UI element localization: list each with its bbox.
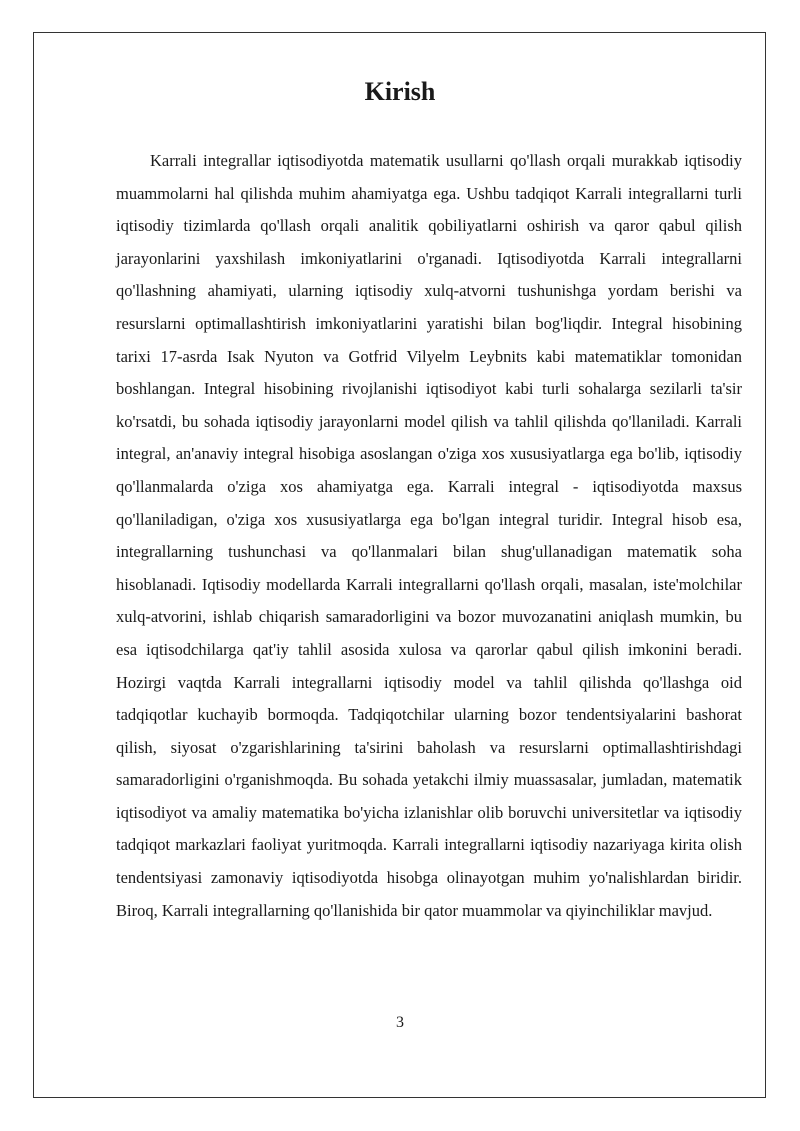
page-number: 3 <box>396 1014 404 1031</box>
body-paragraph: Karrali integrallar iqtisodiyotda matematik usullarni qo'llash orqali murakkab iqtisodiy muammolarni hal qilishda muhim ahamiyatga ega. Ushbu tadqiqot Karrali integrallarni turli iqtisodiy tizimlarda qo'llash orqali analitik qobiliyatlarni oshirish va qaror qabul qilish jarayonlarini yaxshilash imkoniyatlarini o'rganadi. Iqtisodiyotda Karrali integrallarni qo'llashning ahamiyati, ularning iqtisodiy xulq-atvorni tushunishga yordam berishi va resurslarni optimallashtirish imkoniyatlarini yaratishi bilan bog'liqdir. Integral hisobining tarixi 17-asrda Isak Nyuton va Gotfrid Vilyelm Leybnits kabi matematiklar tomonidan boshlangan. Integral hisobining rivojlanishi iqtisodiyot kabi turli sohalarga sezilarli ta'sir ko'rsatdi, bu sohada iqtisodiy jarayonlarni model qilish va tahlil qilishda qo'llaniladi. Karrali integral, an'anaviy integral hisobiga asoslangan o'ziga xos xususiyatlarga ega bo'lib, iqtisodiy qo'llanmalarda o'ziga xos ahamiyatga ega. Karrali integral - iqtisodiyotda maxsus qo'llaniladigan, o'ziga xos xususiyatlarga ega bo'lgan integral turidir. Integral hisob esa, integrallarning tushunchasi va qo'llanmalari bilan shug'ullanadigan matematik soha hisoblanadi. Iqtisodiy modellarda Karrali integrallarni qo'llash orqali, masalan, iste'molchilar xulq-atvorini, ishlab chiqarish samaradorligini va bozor muvozanatini aniqlash mumkin, bu esa iqtisodchilarga qat'iy tahlil asosida xulosa va qarorlar qabul qilish imkonini beradi. Hozirgi vaqtda Karrali integrallarni iqtisodiy model va tahlil qilishda qo'llashga oid tadqiqotlar kuchayib bormoqda. Tadqiqotchilar ularning bozor tendentsiyalarini bashorat qilish, siyosat o'zgarishlarining ta'sirini baholash va resurslarni optimallashtirishdagi samaradorligini o'rganishmoqda. Bu sohada yetakchi ilmiy muassasalar, jumladan, matematik iqtisodiyot va amaliy matematika bo'yicha izlanishlar olib boruvchi universitetlar va iqtisodiy tadqiqot markazlari faoliyat yuritmoqda. Karrali integrallarni iqtisodiy nazariyaga kirita olish tendentsiyasi zamonaviy iqtisodiyotda hisobga olinayotgan muhim yo'nalishlardan biridir. Biroq, Karrali integrallarning qo'llanishida bir qator muammolar va qiyinchiliklar mavjud. <box>116 151 742 920</box>
page-title: Kirish <box>364 77 436 106</box>
